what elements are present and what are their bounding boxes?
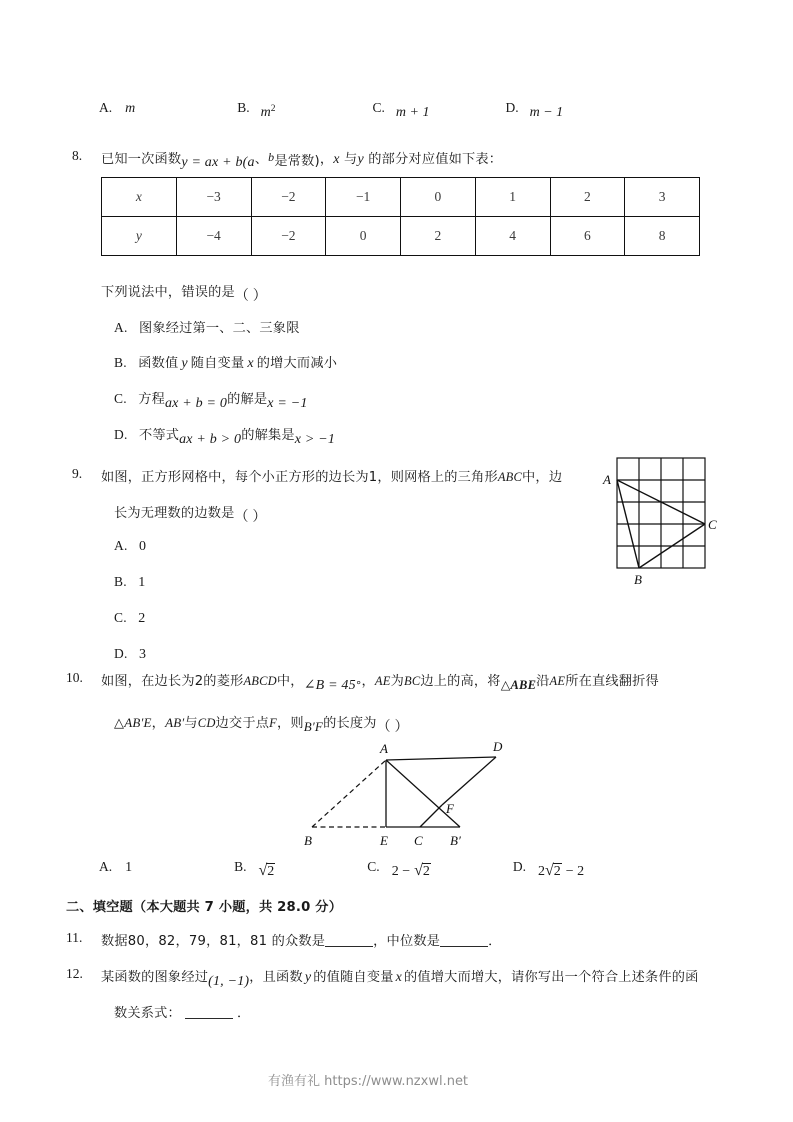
q9-option-d-text: 3	[138, 647, 147, 662]
q8-stem-text-4: 与	[344, 152, 358, 167]
q10-option-d-coefficient: 2	[538, 864, 545, 879]
table-cell-y-5: 6	[550, 217, 625, 256]
q7-option-a-letter: A.	[99, 100, 113, 115]
q10-math-degree: °	[355, 679, 362, 692]
table-cell-x-1: −2	[251, 178, 326, 217]
table-cell-x-5: 2	[550, 178, 625, 217]
q10-line2-text-c: 边交于点	[215, 716, 270, 731]
q8-option-d-math-1: ax + b > 0	[179, 432, 242, 447]
q9-stem-paren: （ ）	[234, 510, 267, 525]
question-8-stem	[101, 148, 701, 168]
table-row-x	[102, 178, 700, 217]
q10-text-e: 边上的高，将	[420, 674, 501, 689]
table-row-y	[102, 217, 700, 256]
q10-line2-paren: （ ）	[376, 720, 409, 735]
q7-option-c-value: m + 1	[395, 105, 430, 120]
question-12-number: 12.	[66, 966, 83, 981]
q10-option-b-letter: B.	[234, 859, 247, 874]
table-cell-y-2: 0	[326, 217, 401, 256]
rhombus-label-a: A	[380, 741, 388, 756]
q10-option-d-radicand: 2	[553, 864, 561, 879]
question-9-grid-figure	[592, 450, 722, 600]
q7-option-b-base: m	[260, 105, 271, 120]
question-10-number: 10.	[66, 670, 83, 685]
grid-label-c: C	[708, 517, 717, 532]
q9-option-d	[114, 646, 146, 663]
table-cell-y-4: 4	[475, 217, 550, 256]
table-cell-x-2: −1	[326, 178, 401, 217]
q8-option-c-text-pre: 方程	[138, 392, 165, 407]
table-cell-y-3: 2	[401, 217, 476, 256]
q8-option-b-letter: B.	[114, 355, 127, 370]
q8-option-a	[114, 317, 300, 336]
q9-stem-text-line2: 长为无理数的边数是	[114, 506, 235, 521]
table-cell-x-0: −3	[176, 178, 251, 217]
rhombus-label-bprime: B′	[450, 833, 461, 848]
table-cell-x-4: 1	[475, 178, 550, 217]
q8-stem-sep: 、	[254, 152, 269, 167]
table-cell-y-label: y	[102, 217, 177, 256]
sqrt-icon: √2	[414, 862, 430, 879]
grid-lines	[617, 458, 705, 568]
question-8-number: 8.	[72, 148, 83, 163]
q11-text-a: 数据80，82，79，81，81 的众数是	[101, 934, 326, 949]
q10-text-g: 所在直线翻折得	[565, 674, 659, 689]
q9-option-a	[114, 538, 146, 555]
question-8-prompt	[101, 281, 267, 304]
q9-stem-math-abc: ABC	[497, 470, 523, 484]
q7-option-c-letter: C.	[372, 100, 385, 115]
table-cell-x-3: 0	[401, 178, 476, 217]
question-11-number: 11.	[66, 930, 83, 945]
q9-option-a-letter: A.	[114, 538, 128, 553]
q8-option-a-text: 图象经过第一、二、三象限	[138, 321, 300, 336]
question-8-value-table	[101, 177, 700, 256]
q10-line2-text-e: 的长度为	[323, 716, 377, 731]
q12-text-b: ，且函数	[249, 970, 303, 985]
q10-math-f: F	[269, 716, 277, 730]
q9-option-c-letter: C.	[114, 610, 127, 625]
q10-math-bpf: B′F	[303, 719, 324, 734]
table-cell-y-6: 8	[625, 217, 700, 256]
q8-option-c-math-1: ax + b = 0	[164, 396, 228, 411]
q12-text-c: 的值随自变量	[313, 970, 394, 985]
q12-text-e: ，请你写出一个符合上述条件的函	[497, 970, 699, 985]
q8-option-d	[114, 424, 336, 447]
rhombus-label-d: D	[493, 739, 503, 754]
q12-line2-text-b: ．	[236, 1006, 251, 1021]
question-11-text	[101, 930, 502, 949]
q10-math-tri-abpe: △AB′E	[114, 715, 152, 730]
q8-stem-text-3: ，	[319, 152, 334, 167]
q7-option-d-value: m − 1	[529, 105, 564, 120]
q10-option-b-value	[259, 862, 276, 880]
grid-label-b: B	[634, 572, 642, 587]
q8-stem-var-y: y	[357, 152, 364, 167]
q12-math-point: (1, −1)	[208, 974, 250, 989]
q8-option-b-text-post: 的增大而减小	[256, 356, 338, 371]
q8-stem-math-2: b	[268, 150, 275, 164]
q12-text-a: 某函数的图象经过	[101, 970, 209, 985]
q8-option-b-text-mid: 随自变量	[190, 356, 245, 371]
q10-option-c-value	[392, 862, 431, 880]
q9-stem-text-a: 如图，正方形网格中，每个小正方形的边长为1，则网格上的三角形	[101, 470, 498, 485]
q10-option-a-letter: A.	[99, 859, 113, 874]
q10-option-c-prefix: 2 −	[391, 864, 411, 879]
q7-option-b-exponent: 2	[270, 103, 276, 114]
q9-option-b-letter: B.	[114, 574, 127, 589]
table-cell-x-label: x	[102, 178, 177, 217]
q8-stem-text-2: 是常数)	[274, 154, 320, 169]
q8-prompt-paren: （ ）	[234, 289, 267, 304]
question-10-stem-line2	[114, 712, 409, 735]
q10-option-d-value	[538, 862, 584, 880]
q12-var-x: x	[395, 970, 403, 985]
q8-prompt-text: 下列说法中，错误的是	[101, 285, 235, 300]
q12-text-d: 的值增大而增大	[404, 970, 498, 985]
q9-option-c-text: 2	[138, 611, 146, 626]
q10-option-b-radicand: 2	[267, 864, 275, 879]
table-cell-x-6: 3	[625, 178, 700, 217]
q12-var-y: y	[304, 970, 312, 985]
q9-option-b	[114, 574, 145, 591]
question-9-number: 9.	[72, 466, 83, 481]
q7-option-a-value: m	[125, 101, 136, 116]
q8-option-b	[114, 352, 337, 372]
q10-math-bc: BC	[403, 674, 421, 688]
q10-math-abp: AB′	[165, 715, 185, 730]
q10-line2-text-b: 与	[184, 716, 198, 731]
rhombus-dashed-lines	[312, 760, 386, 827]
sqrt-icon: √2	[545, 862, 561, 879]
grid-triangle-svg	[592, 450, 722, 595]
q7-option-b-letter: B.	[237, 100, 250, 115]
question-10-rhombus-figure	[290, 735, 535, 855]
q8-option-a-letter: A.	[114, 320, 128, 335]
q10-math-abcd: ABCD	[243, 674, 277, 688]
q10-math-angle-b: ∠B = 45	[303, 678, 356, 693]
q7-option-d-letter: D.	[505, 100, 519, 115]
rhombus-label-e: E	[380, 833, 388, 848]
q9-option-d-letter: D.	[114, 646, 128, 661]
q8-option-c-math-2: x = −1	[267, 396, 308, 411]
grid-label-a: A	[603, 472, 611, 487]
q8-option-c	[114, 388, 308, 411]
q8-option-c-text-mid: 的解是	[227, 392, 268, 407]
question-12-line2	[114, 1002, 250, 1021]
q8-option-d-text-pre: 不等式	[138, 428, 180, 443]
q8-stem-text-1: 已知一次函数	[101, 152, 182, 167]
question-12-line1	[101, 966, 699, 989]
q10-text-c: ，	[361, 674, 375, 689]
q10-math-ae-2: AE	[549, 674, 566, 688]
table-cell-y-1: −2	[251, 217, 326, 256]
q8-option-d-letter: D.	[114, 427, 128, 442]
q11-blank-median[interactable]	[440, 934, 488, 947]
footer-watermark: 有渔有礼 https://www.nzxwl.net	[268, 1074, 469, 1089]
q10-text-f: 沿	[536, 674, 550, 689]
q10-line2-text-a: ，	[151, 716, 166, 731]
q10-option-c-letter: C.	[367, 859, 380, 874]
q10-math-tri-abe: △ABE	[500, 678, 537, 692]
rhombus-label-b: B	[304, 833, 312, 848]
q7-option-b-value	[261, 103, 276, 121]
q8-stem-math-1: y = ax + b(a	[181, 155, 255, 170]
q10-option-d-suffix: − 2	[565, 864, 585, 879]
q12-line2-text-a: 数关系式：	[114, 1006, 181, 1021]
q10-options-row	[99, 858, 585, 879]
q10-line2-text-d: ，则	[276, 716, 304, 731]
q10-option-a-value: 1	[125, 860, 133, 875]
q8-option-b-var-y: y	[181, 356, 188, 371]
rhombus-label-f: F	[446, 801, 454, 816]
q10-text-b: 中，	[276, 674, 304, 689]
q9-stem-text-b: 中，边	[522, 470, 563, 485]
q10-option-c-radicand: 2	[422, 864, 430, 879]
q9-option-a-text: 0	[138, 539, 147, 554]
q8-option-b-var-x: x	[247, 356, 254, 371]
q12-blank-function[interactable]	[185, 1006, 233, 1019]
q10-math-cd: CD	[197, 716, 216, 730]
table-cell-y-0: −4	[176, 217, 251, 256]
q9-option-b-text: 1	[138, 575, 146, 590]
q7-options-row	[99, 99, 699, 120]
question-10-stem-line1	[101, 670, 726, 693]
q8-stem-var-x: x	[333, 152, 340, 167]
q8-option-b-text-pre: 函数值	[138, 356, 179, 371]
rhombus-solid-lines	[386, 757, 496, 827]
rhombus-fold-svg	[290, 735, 535, 850]
q8-option-d-math-2: x > −1	[294, 432, 336, 447]
q10-text-d: 为	[390, 674, 404, 689]
section-2-heading: 二、填空题（本大题共 7 小题，共 28.0 分）	[66, 900, 343, 915]
rhombus-label-c: C	[414, 833, 423, 848]
question-9-stem-line1	[101, 466, 562, 485]
sqrt-icon: √2	[258, 862, 275, 879]
q11-text-b: ，中位数是	[373, 934, 441, 949]
q11-text-c: ．	[488, 934, 502, 949]
q8-stem-text-5: 的部分对应值如下表：	[368, 152, 503, 167]
q10-math-ae: AE	[374, 674, 391, 688]
q10-option-d-letter: D.	[512, 859, 526, 874]
q9-option-c	[114, 610, 145, 627]
q11-blank-mode[interactable]	[325, 934, 373, 947]
q8-option-c-letter: C.	[114, 391, 127, 406]
q10-text-a: 如图，在边长为2的菱形	[101, 674, 244, 689]
question-9-stem-line2	[114, 502, 267, 525]
q8-option-d-text-mid: 的解集是	[241, 428, 295, 443]
